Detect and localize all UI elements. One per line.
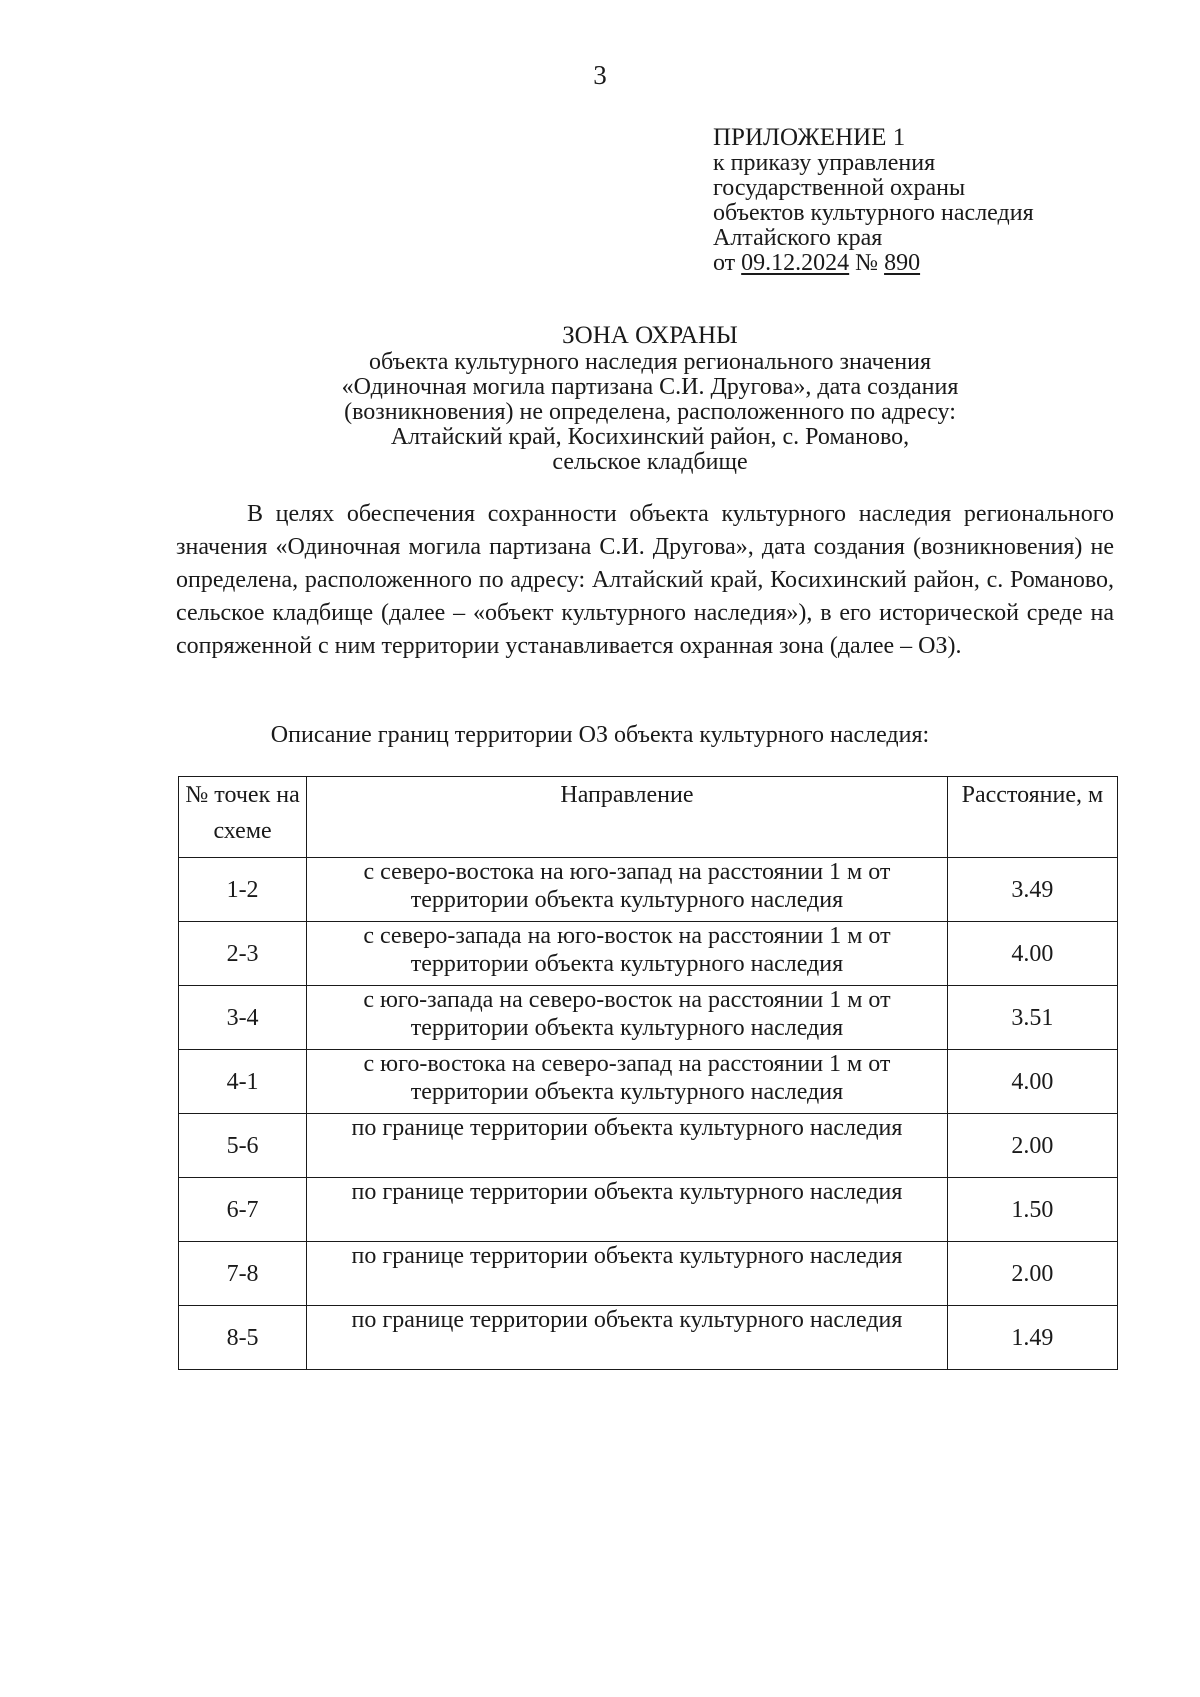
- header-direction: Направление: [307, 777, 948, 858]
- table-row: [179, 858, 1118, 922]
- cell-direction: по границе территории объекта культурного наследия: [307, 1306, 948, 1370]
- order-number: 890: [884, 250, 921, 276]
- appendix-line: Алтайского края: [713, 225, 883, 251]
- heading-line: объекта культурного наследия регионального значения: [368, 349, 932, 375]
- cell-direction: по границе территории объекта культурного наследия: [307, 1178, 948, 1242]
- table-row: [179, 1242, 1118, 1306]
- heading-line: «Одиночная могила партизана С.И. Другова», дата создания: [341, 374, 959, 400]
- cell-distance: 4.00: [947, 922, 1117, 986]
- header-distance: Расстояние, м: [947, 777, 1117, 858]
- order-prefix: от: [713, 250, 736, 276]
- table-row: [179, 1306, 1118, 1370]
- appendix-block: [713, 124, 1034, 276]
- cell-direction: с северо-востока на юго-запад на расстоянии 1 м от территории объекта культурного наследия: [307, 858, 948, 922]
- heading-line: сельское кладбище: [552, 449, 748, 475]
- cell-distance: 3.49: [947, 858, 1117, 922]
- table-row: [179, 1050, 1118, 1114]
- cell-points: 7-8: [179, 1242, 307, 1306]
- boundary-table: [178, 776, 1118, 1370]
- cell-points: 2-3: [179, 922, 307, 986]
- appendix-line: государственной охраны: [713, 175, 966, 201]
- cell-distance: 4.00: [947, 1050, 1117, 1114]
- cell-points: 1-2: [179, 858, 307, 922]
- cell-distance: 1.50: [947, 1178, 1117, 1242]
- order-date: 09.12.2024: [741, 250, 850, 276]
- header-points: № точек на схеме: [179, 777, 307, 858]
- cell-direction: с северо-запада на юго-восток на расстоянии 1 м от территории объекта культурного наследия: [307, 922, 948, 986]
- cell-direction: с юго-востока на северо-запад на расстоянии 1 м от территории объекта культурного наследия: [307, 1050, 948, 1114]
- heading-title: ЗОНА ОХРАНЫ: [562, 322, 738, 349]
- document-heading: [0, 322, 1200, 475]
- heading-line: (возникновения) не определена, расположенного по адресу:: [344, 399, 956, 425]
- cell-direction: по границе территории объекта культурного наследия: [307, 1242, 948, 1306]
- cell-direction: с юго-запада на северо-восток на расстоянии 1 м от территории объекта культурного наследия: [307, 986, 948, 1050]
- cell-distance: 2.00: [947, 1242, 1117, 1306]
- appendix-title: ПРИЛОЖЕНИЕ 1: [713, 124, 906, 151]
- body-text: [176, 498, 1114, 663]
- order-number-sign: №: [855, 250, 879, 276]
- cell-points: 5-6: [179, 1114, 307, 1178]
- table-row: [179, 1114, 1118, 1178]
- cell-distance: 3.51: [947, 986, 1117, 1050]
- table-row: [179, 986, 1118, 1050]
- cell-distance: 1.49: [947, 1306, 1117, 1370]
- body-paragraph: В целях обеспечения сохранности объекта культурного наследия регионального значения «Одиночная могила партизана С.И. Другова», дата создания (возникновения) не определена, расположенного по адресу: Алтайский край, Косихинский район, с. Романово, сельское кладбище (далее – «объект культурного наследия»), в его исторической среде на сопряженной с ним территории устанавливается охранная зона (далее – ОЗ).: [176, 501, 1114, 659]
- cell-points: 3-4: [179, 986, 307, 1050]
- appendix-line: к приказу управления: [713, 150, 936, 176]
- cell-distance: 2.00: [947, 1114, 1117, 1178]
- order-reference: [713, 251, 1034, 276]
- table-row: [179, 922, 1118, 986]
- page-number: 3: [593, 60, 607, 90]
- table-caption: Описание границ территории ОЗ объекта культурного наследия:: [270, 722, 930, 748]
- cell-points: 8-5: [179, 1306, 307, 1370]
- cell-direction: по границе территории объекта культурного наследия: [307, 1114, 948, 1178]
- table-row: [179, 1178, 1118, 1242]
- table-header-row: [179, 777, 1118, 858]
- heading-line: Алтайский край, Косихинский район, с. Романово,: [390, 424, 910, 450]
- cell-points: 4-1: [179, 1050, 307, 1114]
- cell-points: 6-7: [179, 1178, 307, 1242]
- appendix-line: объектов культурного наследия: [713, 200, 1034, 226]
